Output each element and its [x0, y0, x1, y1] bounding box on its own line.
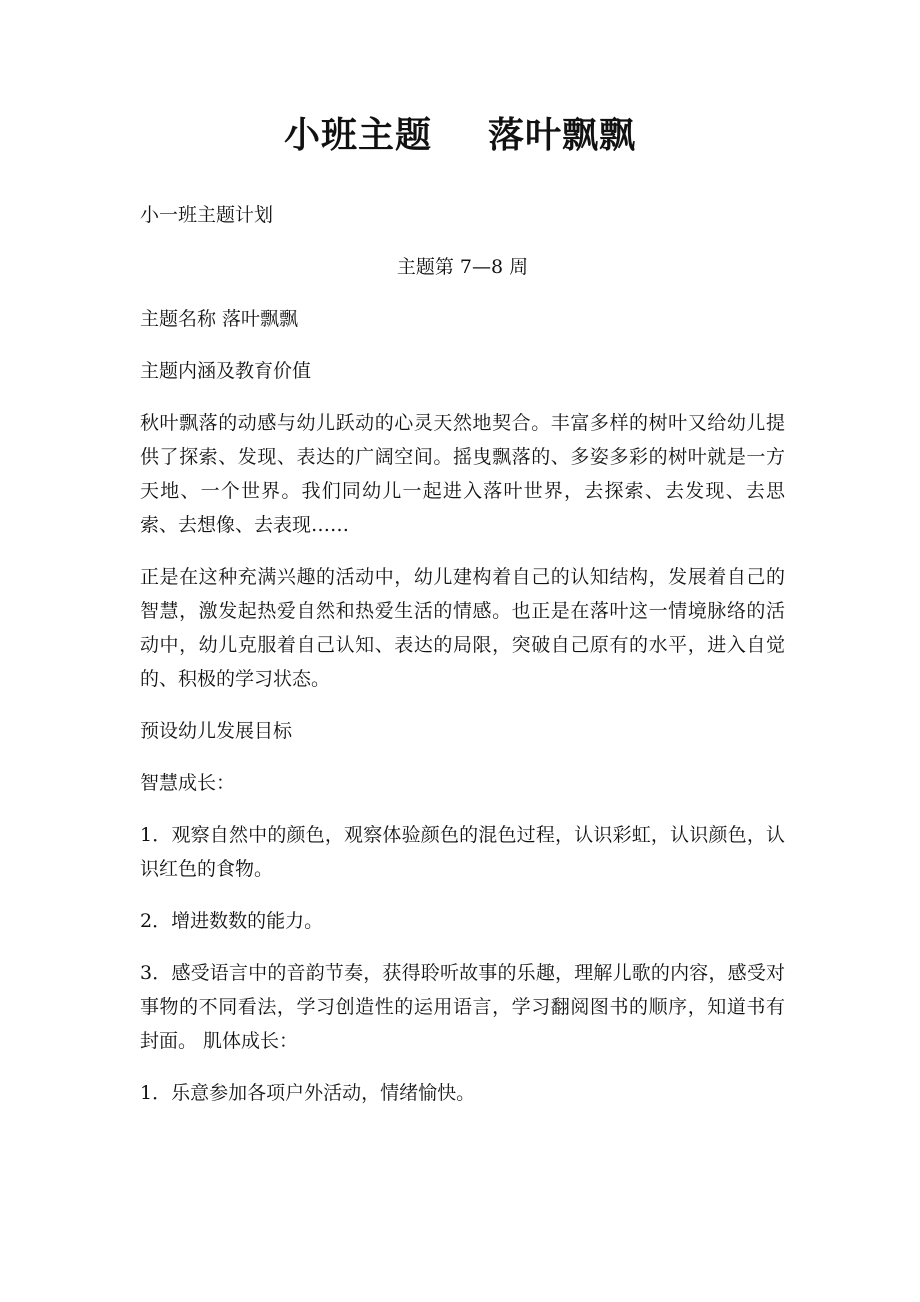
wisdom-item-3: 3．感受语言中的音韵节奏，获得聆听故事的乐趣，理解儿歌的内容，感受对事物的不同看法，学习创造性的运用语言，学习翻阅图书的顺序，知道书有封面。 肌体成长： — [140, 962, 785, 1052]
title-part-2: 落叶飘飘 — [488, 115, 637, 156]
weeks-label: 主题第 7—8 周 — [396, 256, 529, 278]
plan-label: 小一班主题计划 — [140, 204, 274, 226]
goals-heading: 预设幼儿发展目标 — [140, 720, 293, 742]
meaning-heading: 主题内涵及教育价值 — [140, 360, 312, 382]
document-title — [0, 112, 920, 160]
document-body — [140, 198, 785, 1128]
wisdom-item-1: 1．观察自然中的颜色，观察体验颜色的混色过程，认识彩虹，认识颜色，认识红色的食物。 — [140, 824, 785, 880]
meaning-paragraph-1: 秋叶飘落的动感与幼儿跃动的心灵天然地契合。丰富多样的树叶又给幼儿提供了探索、发现、表达的广阔空间。摇曳飘落的、多姿多彩的树叶就是一方天地、一个世界。我们同幼儿一起进入落叶世界，去探索、去发现、去思索、去想像、去表现…… — [140, 412, 785, 536]
theme-name: 主题名称 落叶飘飘 — [140, 308, 299, 330]
title-part-1: 小班主题 — [283, 115, 432, 156]
wisdom-item-2: 2．增进数数的能力。 — [140, 910, 324, 932]
wisdom-heading: 智慧成长： — [140, 772, 236, 794]
body-growth-item-1: 1．乐意参加各项户外活动，情绪愉快。 — [140, 1082, 476, 1104]
meaning-paragraph-2: 正是在这种充满兴趣的活动中，幼儿建构着自己的认知结构，发展着自己的智慧，激发起热爱自然和热爱生活的情感。也正是在落叶这一情境脉络的活动中，幼儿克服着自己认知、表达的局限，突破自己原有的水平，进入自觉的、积极的学习状态。 — [140, 566, 785, 690]
